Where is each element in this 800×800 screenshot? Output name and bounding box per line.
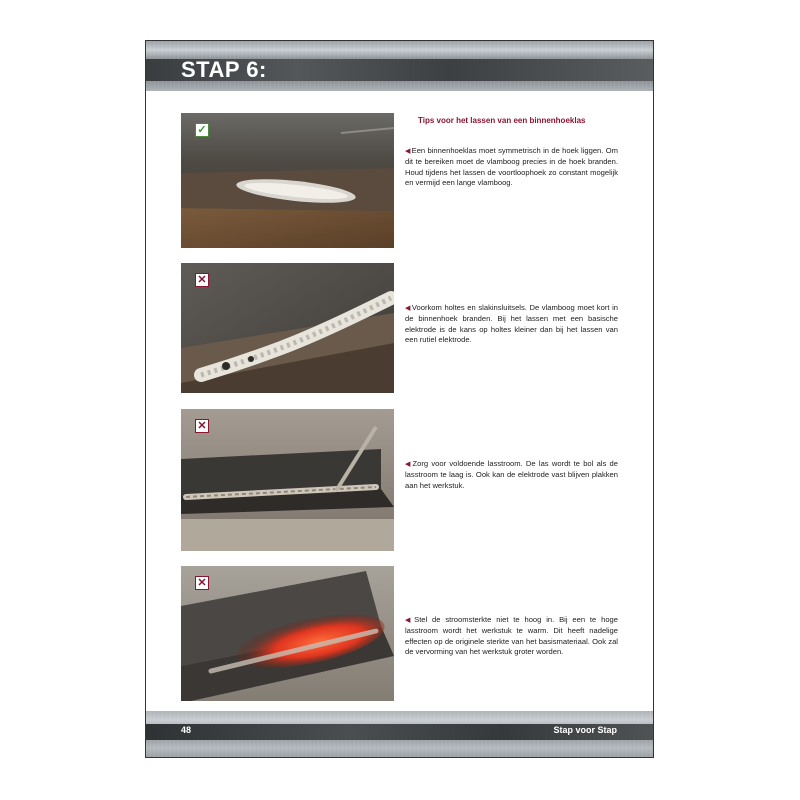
- page-title: STAP 6:: [181, 57, 267, 82]
- tip-text-1: ◀Een binnenhoeklas moet symmetrisch in de hoek liggen. Om dit te bereiken moet de vlamboog precies in de hoek branden. Houd tijdens het lassen de voortloophoek zo constant mogelijk en vermijd een lange vlamboog.: [405, 146, 618, 188]
- page-number: 48: [181, 725, 192, 735]
- cross-icon: ✕: [195, 576, 209, 590]
- footer-label: Stap voor Stap: [553, 725, 617, 735]
- arrow-left-icon: ◀: [405, 305, 411, 312]
- cross-icon: ✕: [195, 273, 209, 287]
- photo-weld-porosity: [181, 263, 394, 393]
- arrow-left-icon: ◀: [405, 148, 411, 155]
- photo-weld-high-current: [181, 566, 394, 701]
- document-page: [145, 40, 654, 758]
- arrow-left-icon: ◀: [405, 617, 414, 624]
- header-band: [146, 41, 653, 91]
- photo-weld-good: [181, 113, 394, 248]
- tip-text-4: ◀Stel de stroomsterkte niet te hoog in. Bij een te hoge lasstroom wordt het werkstuk te warm. Dit heeft nadelige effecten op de originele sterkte van het basismateriaal. Ook zal de vervorming van het werkstuk groter worden.: [405, 615, 618, 657]
- cross-icon: ✕: [195, 419, 209, 433]
- tip-text-3: ◀Zorg voor voldoende lasstroom. De las wordt te bol als de lasstroom te laag is. Ook kan de elektrode vast blijven plakken aan het werkstuk.: [405, 459, 618, 490]
- check-icon: ✓: [195, 123, 209, 137]
- footer-band: [146, 711, 653, 757]
- photo-weld-low-current: [181, 409, 394, 551]
- section-title: Tips voor het lassen van een binnenhoeklas: [418, 116, 586, 125]
- arrow-left-icon: ◀: [405, 461, 412, 468]
- tip-text-2: ◀Voorkom holtes en slakinsluitsels. De vlamboog moet kort in de binnenhoek branden. Bij het lassen met een basische elektrode is de kans op holtes kleiner dan bij het lassen van een rutiel elektrode.: [405, 303, 618, 345]
